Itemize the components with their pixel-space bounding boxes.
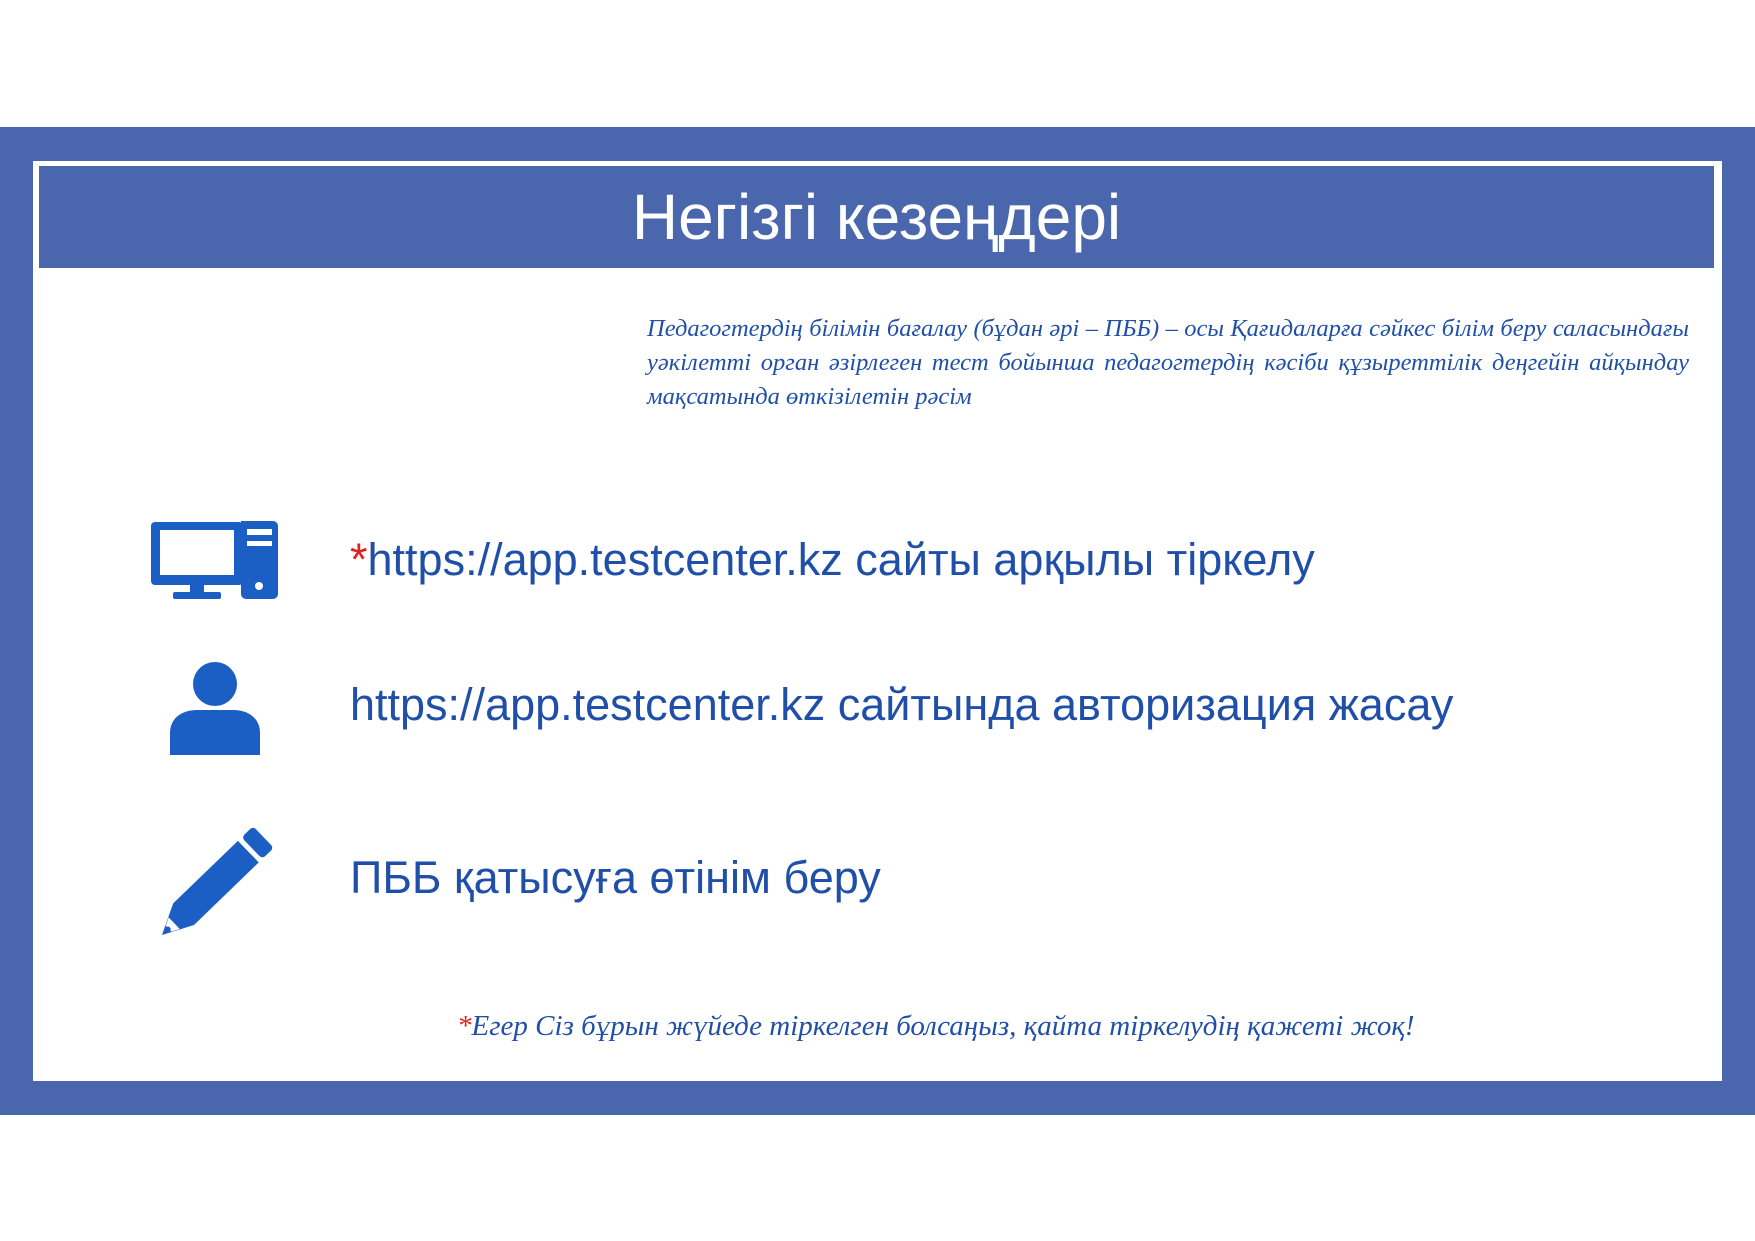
footnote-text: Егер Сіз бұрын жүйеде тіркелген болсаңыз, қайта тіркелудің қажеті жоқ! [471, 1010, 1415, 1042]
step-register-label: https://app.testcenter.kz сайты арқылы тіркелу [367, 534, 1315, 585]
pencil-icon [150, 820, 280, 940]
step-authorize [350, 679, 1454, 730]
slide-title: Негізгі кезеңдері [631, 181, 1122, 253]
step-register [350, 534, 1315, 585]
footnote [457, 1012, 1415, 1041]
slide-body [33, 161, 1722, 1081]
user-icon [170, 661, 262, 757]
definition-text: Педагогтердің білімін бағалау (бұдан әрі – ПББ) – осы Қағидаларға сәйкес білім беру саласындағы уәкілетті орган әзірлеген тест бойынша педагогтердің кәсіби құзыреттілік деңгейін айқындау мақсатында өткізілетін рәсім [647, 315, 1689, 410]
step-apply [350, 852, 881, 903]
step-authorize-label: https://app.testcenter.kz сайтында авторизация жасау [350, 679, 1454, 730]
step-register-asterisk: * [350, 534, 368, 585]
step-apply-label: ПББ қатысуға өтінім беру [350, 852, 881, 903]
desktop-computer-icon [150, 520, 280, 600]
title-bar [39, 166, 1714, 268]
footnote-asterisk: * [457, 1010, 472, 1042]
